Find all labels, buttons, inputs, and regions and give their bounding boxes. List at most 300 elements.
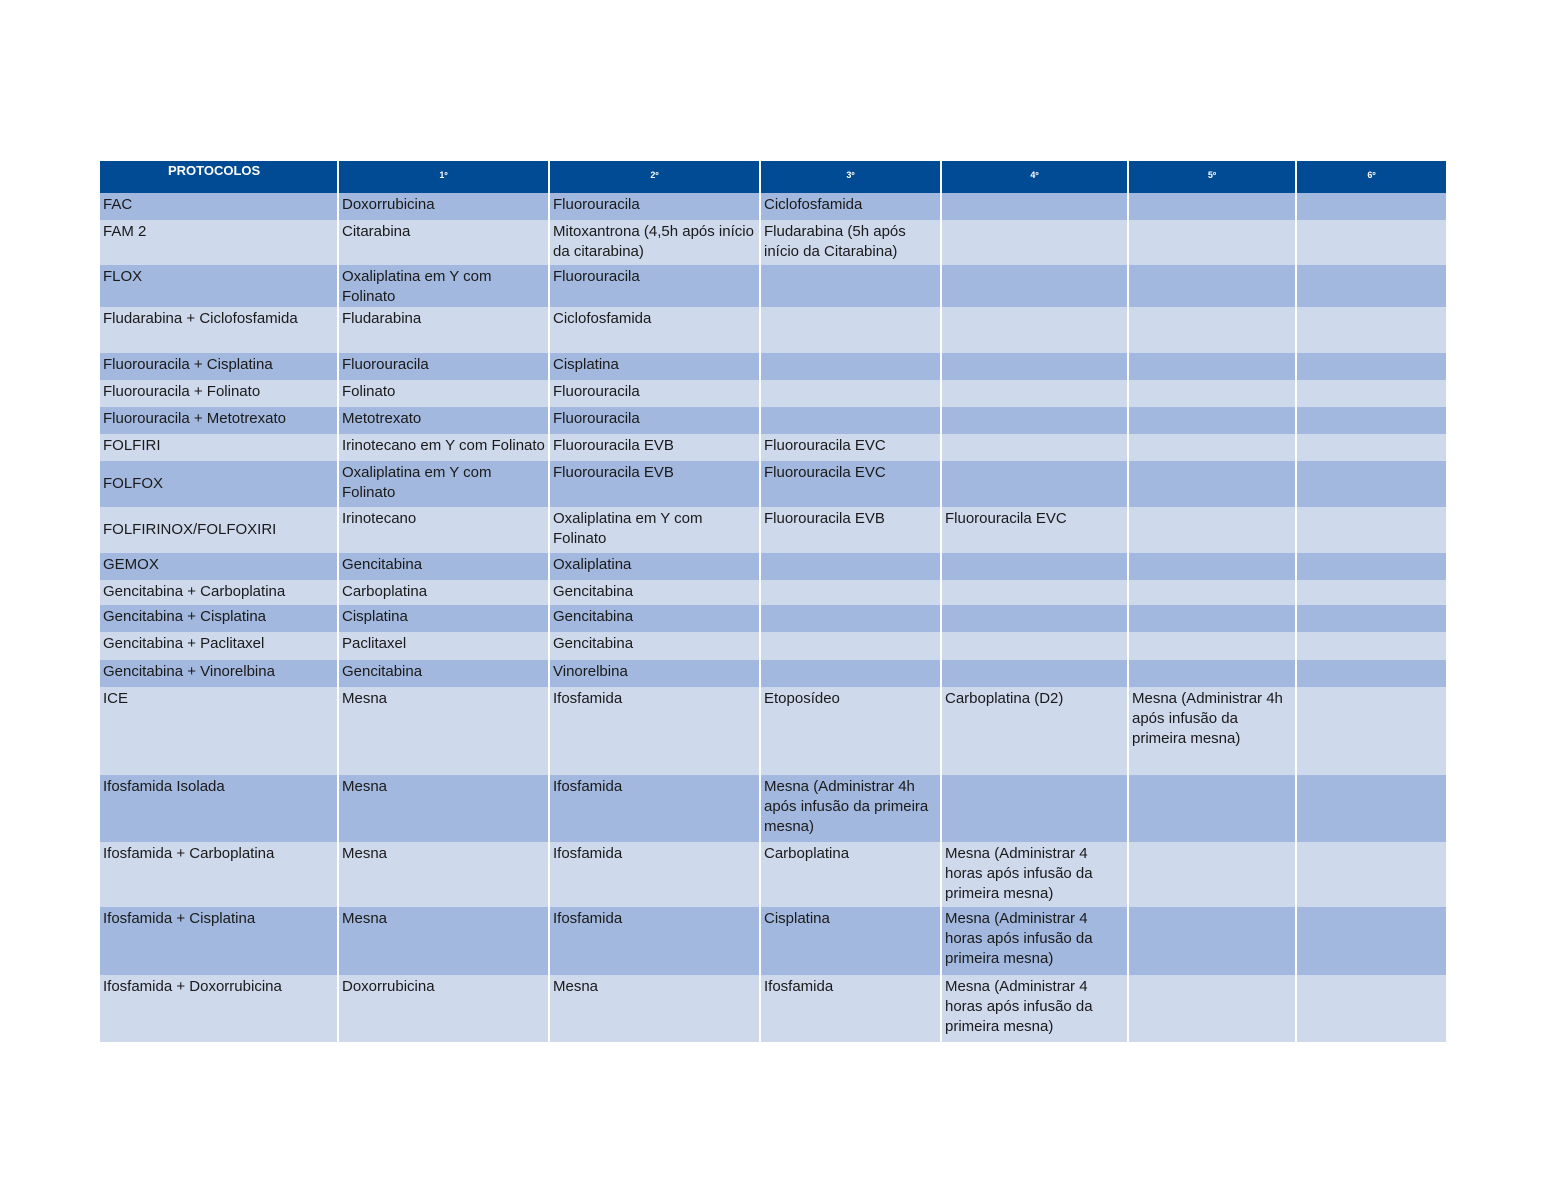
drug-name: Fluorouracila: [553, 410, 640, 427]
drug-step-cell: [760, 265, 941, 307]
drug-step-cell: [941, 907, 1128, 975]
drug-name: [761, 632, 940, 634]
header-cell-protocolos: PROTOCOLOS: [100, 161, 338, 193]
drug-step-cell: [941, 553, 1128, 580]
drug-name: Carboplatina: [342, 583, 428, 600]
drug-name: Fludarabina (5h após início da Citarabina): [764, 223, 906, 260]
drug-step-cell: [941, 975, 1128, 1042]
drug-step-cell: [338, 605, 549, 632]
drug-name: [761, 660, 940, 662]
drug-step-cell: [338, 507, 549, 553]
protocol-name-cell: [100, 580, 338, 605]
drug-step-cell: [760, 605, 941, 632]
protocol-name-cell: [100, 407, 338, 434]
drug-name: [761, 407, 940, 409]
drug-name: Mesna: [342, 910, 388, 927]
drug-name: [761, 605, 940, 607]
drug-name: Gencitabina: [553, 635, 634, 652]
drug-name: Fluorouracila EVB: [553, 437, 674, 454]
drug-name: Mesna: [342, 690, 388, 707]
drug-name: Fluorouracila EVB: [764, 510, 885, 527]
table-row: [100, 632, 1446, 660]
drug-name: Metotrexato: [342, 410, 422, 427]
drug-step-cell: [941, 605, 1128, 632]
drug-step-cell: [941, 193, 1128, 220]
drug-step-cell: [760, 687, 941, 775]
protocols-table: [100, 161, 1446, 1042]
drug-name: [1297, 407, 1446, 409]
drug-name: [1297, 434, 1446, 436]
header-cell-4: 4º: [941, 161, 1128, 193]
drug-name: Mesna: [342, 778, 388, 795]
protocol-name: FOLFIRI: [103, 437, 161, 454]
drug-step-cell: [338, 193, 549, 220]
protocol-name-cell: [100, 307, 338, 353]
drug-step-cell: [1128, 380, 1296, 407]
drug-name: Mesna (Administrar 4h após infusão da primeira mesna): [1132, 690, 1283, 747]
protocol-name: FLOX: [103, 268, 143, 285]
drug-step-cell: [338, 687, 549, 775]
drug-name: Doxorrubicina: [342, 978, 435, 995]
drug-step-cell: [941, 687, 1128, 775]
drug-step-cell: [338, 407, 549, 434]
protocol-name-cell: [100, 553, 338, 580]
drug-step-cell: [1296, 220, 1446, 265]
drug-step-cell: [338, 660, 549, 687]
drug-name: [1129, 380, 1295, 382]
drug-name: [761, 553, 940, 555]
drug-name: Fluorouracila: [553, 383, 640, 400]
drug-step-cell: [1128, 553, 1296, 580]
drug-step-cell: [941, 307, 1128, 353]
drug-step-cell: [1128, 842, 1296, 907]
drug-name: Gencitabina: [553, 583, 634, 600]
table-row: [100, 220, 1446, 265]
drug-step-cell: [760, 353, 941, 380]
drug-step-cell: [941, 842, 1128, 907]
drug-step-cell: [549, 220, 760, 265]
drug-step-cell: [941, 507, 1128, 553]
drug-step-cell: [1128, 220, 1296, 265]
drug-step-cell: [941, 353, 1128, 380]
drug-step-cell: [338, 775, 549, 842]
drug-name: [1129, 553, 1295, 555]
drug-step-cell: [338, 353, 549, 380]
drug-name: Fluorouracila: [553, 196, 640, 213]
drug-step-cell: [1296, 553, 1446, 580]
drug-name: [942, 660, 1127, 662]
protocol-name: Ifosfamida + Doxorrubicina: [103, 978, 282, 995]
drug-step-cell: [1128, 307, 1296, 353]
drug-name: [942, 353, 1127, 355]
table-row: [100, 580, 1446, 605]
drug-step-cell: [760, 907, 941, 975]
drug-step-cell: [338, 907, 549, 975]
drug-step-cell: [760, 220, 941, 265]
drug-step-cell: [1296, 507, 1446, 553]
drug-step-cell: [338, 975, 549, 1042]
drug-step-cell: [549, 687, 760, 775]
drug-name: Fluorouracila: [553, 268, 640, 285]
drug-step-cell: [549, 193, 760, 220]
drug-name: Gencitabina: [342, 556, 423, 573]
drug-name: Oxaliplatina em Y com Folinato: [342, 268, 492, 305]
drug-name: Etoposídeo: [764, 690, 840, 707]
drug-name: [1129, 775, 1295, 777]
drug-name: Gencitabina: [342, 663, 423, 680]
drug-step-cell: [338, 842, 549, 907]
protocol-name: FOLFOX: [103, 475, 164, 492]
protocol-name-cell: [100, 687, 338, 775]
drug-name: [1297, 461, 1446, 463]
drug-name: Ciclofosfamida: [764, 196, 863, 213]
drug-step-cell: [1296, 461, 1446, 507]
drug-name: [761, 380, 940, 382]
drug-name: Vinorelbina: [553, 663, 628, 680]
protocol-name-cell: [100, 265, 338, 307]
table-row: [100, 775, 1446, 842]
drug-step-cell: [941, 660, 1128, 687]
drug-name: Oxaliplatina em Y com Folinato: [553, 510, 703, 547]
drug-step-cell: [941, 265, 1128, 307]
drug-step-cell: [1128, 434, 1296, 461]
drug-step-cell: [338, 632, 549, 660]
drug-step-cell: [1296, 580, 1446, 605]
drug-name: [1129, 580, 1295, 582]
drug-step-cell: [549, 580, 760, 605]
drug-step-cell: [941, 632, 1128, 660]
protocol-name: Gencitabina + Carboplatina: [103, 583, 286, 600]
protocol-name-cell: [100, 775, 338, 842]
drug-step-cell: [760, 507, 941, 553]
drug-step-cell: [941, 461, 1128, 507]
drug-name: Fluorouracila EVC: [945, 510, 1067, 527]
drug-name: [1297, 507, 1446, 509]
table-row: [100, 553, 1446, 580]
drug-name: [1129, 407, 1295, 409]
drug-step-cell: [1128, 687, 1296, 775]
table-row: [100, 907, 1446, 975]
drug-name: [1297, 975, 1446, 977]
table-row: [100, 353, 1446, 380]
drug-step-cell: [1128, 193, 1296, 220]
drug-name: Ifosfamida: [553, 845, 623, 862]
drug-step-cell: [338, 580, 549, 605]
drug-name: [1129, 907, 1295, 909]
drug-name: [942, 193, 1127, 195]
drug-name: Ciclofosfamida: [553, 310, 652, 327]
protocol-name-cell: [100, 605, 338, 632]
protocol-name: FAM 2: [103, 223, 147, 240]
drug-step-cell: [941, 434, 1128, 461]
protocol-name: GEMOX: [103, 556, 159, 573]
drug-step-cell: [549, 461, 760, 507]
drug-step-cell: [1296, 265, 1446, 307]
table-row: [100, 975, 1446, 1042]
drug-name: [761, 353, 940, 355]
drug-step-cell: [338, 461, 549, 507]
drug-name: [1297, 842, 1446, 844]
drug-name: [761, 580, 940, 582]
drug-name: [1297, 687, 1446, 689]
drug-name: [1129, 632, 1295, 634]
drug-name: Ifosfamida: [553, 690, 623, 707]
drug-step-cell: [549, 660, 760, 687]
drug-name: Fluorouracila EVC: [764, 464, 886, 481]
drug-name: Irinotecano em Y com Folinato: [342, 437, 545, 454]
drug-name: [1297, 265, 1446, 267]
drug-name: Irinotecano: [342, 510, 417, 527]
table-row: [100, 307, 1446, 353]
drug-name: Cisplatina: [764, 910, 830, 927]
drug-name: [1297, 580, 1446, 582]
drug-name: Mesna (Administrar 4 horas após infusão da primeira mesna): [945, 845, 1093, 902]
drug-name: [1129, 434, 1295, 436]
protocol-name: FAC: [103, 196, 133, 213]
protocol-name: FOLFIRINOX/FOLFOXIRI: [103, 521, 277, 538]
drug-name: Oxaliplatina em Y com Folinato: [342, 464, 492, 501]
protocol-name: Gencitabina + Cisplatina: [103, 608, 267, 625]
drug-step-cell: [1296, 975, 1446, 1042]
drug-step-cell: [549, 265, 760, 307]
drug-step-cell: [1296, 660, 1446, 687]
table-row: [100, 434, 1446, 461]
protocol-name: Ifosfamida + Carboplatina: [103, 845, 275, 862]
protocol-name: Fluorouracila + Cisplatina: [103, 356, 273, 373]
drug-name: Cisplatina: [553, 356, 619, 373]
protocol-name-cell: [100, 507, 338, 553]
drug-step-cell: [1296, 605, 1446, 632]
drug-name: [942, 553, 1127, 555]
drug-step-cell: [549, 605, 760, 632]
drug-name: [1297, 380, 1446, 382]
protocol-name-cell: [100, 461, 338, 507]
protocol-name-cell: [100, 353, 338, 380]
protocol-name: ICE: [103, 690, 129, 707]
drug-step-cell: [549, 434, 760, 461]
drug-name: [1129, 353, 1295, 355]
drug-name: Carboplatina (D2): [945, 690, 1064, 707]
drug-name: [1297, 660, 1446, 662]
drug-name: Mesna: [553, 978, 599, 995]
protocol-name-cell: [100, 907, 338, 975]
drug-name: [1297, 307, 1446, 309]
drug-name: Ifosfamida: [553, 778, 623, 795]
drug-name: Mesna (Administrar 4h após infusão da primeira mesna): [764, 778, 929, 835]
drug-step-cell: [1128, 660, 1296, 687]
drug-name: Fluorouracila EVC: [764, 437, 886, 454]
table-row: [100, 193, 1446, 220]
table-row: [100, 461, 1446, 507]
drug-name: Mesna: [342, 845, 388, 862]
drug-name: Folinato: [342, 383, 396, 400]
drug-name: Mitoxantrona (4,5h após início da citarabina): [553, 223, 754, 260]
protocol-name-cell: [100, 632, 338, 660]
drug-name: [1129, 220, 1295, 222]
drug-step-cell: [760, 975, 941, 1042]
protocol-name-cell: [100, 434, 338, 461]
drug-step-cell: [1128, 632, 1296, 660]
drug-step-cell: [1128, 407, 1296, 434]
drug-step-cell: [941, 775, 1128, 842]
header-row: [100, 161, 1446, 193]
drug-name: [942, 220, 1127, 222]
drug-step-cell: [760, 434, 941, 461]
drug-step-cell: [1128, 265, 1296, 307]
header-cell-5: 5º: [1128, 161, 1296, 193]
drug-step-cell: [1296, 193, 1446, 220]
table-row: [100, 842, 1446, 907]
drug-step-cell: [760, 380, 941, 407]
drug-name: [942, 380, 1127, 382]
protocol-name-cell: [100, 193, 338, 220]
drug-step-cell: [549, 353, 760, 380]
drug-step-cell: [1128, 975, 1296, 1042]
drug-step-cell: [549, 407, 760, 434]
protocol-name: Fluorouracila + Metotrexato: [103, 410, 287, 427]
drug-step-cell: [1128, 775, 1296, 842]
drug-step-cell: [338, 380, 549, 407]
drug-step-cell: [1296, 407, 1446, 434]
drug-step-cell: [549, 975, 760, 1042]
drug-step-cell: [1296, 353, 1446, 380]
header-cell-6: 6º: [1296, 161, 1446, 193]
table-row: [100, 660, 1446, 687]
drug-name: [1129, 307, 1295, 309]
drug-name: [942, 434, 1127, 436]
drug-step-cell: [338, 553, 549, 580]
drug-step-cell: [760, 461, 941, 507]
drug-step-cell: [941, 407, 1128, 434]
drug-name: Paclitaxel: [342, 635, 407, 652]
drug-step-cell: [941, 380, 1128, 407]
drug-name: [942, 307, 1127, 309]
table-row: [100, 407, 1446, 434]
protocol-name-cell: [100, 660, 338, 687]
drug-name: [1297, 775, 1446, 777]
protocol-name-cell: [100, 220, 338, 265]
drug-step-cell: [1128, 907, 1296, 975]
drug-name: [942, 461, 1127, 463]
drug-name: Fluorouracila EVB: [553, 464, 674, 481]
drug-step-cell: [549, 632, 760, 660]
drug-name: [1297, 353, 1446, 355]
drug-step-cell: [1128, 353, 1296, 380]
drug-name: [942, 605, 1127, 607]
drug-name: [942, 580, 1127, 582]
drug-name: Ifosfamida: [553, 910, 623, 927]
drug-name: [942, 632, 1127, 634]
drug-step-cell: [1296, 632, 1446, 660]
drug-name: Cisplatina: [342, 608, 408, 625]
drug-step-cell: [760, 660, 941, 687]
drug-step-cell: [549, 775, 760, 842]
drug-step-cell: [941, 220, 1128, 265]
table-body: [100, 193, 1446, 1042]
drug-step-cell: [760, 553, 941, 580]
drug-step-cell: [760, 580, 941, 605]
drug-step-cell: [1128, 461, 1296, 507]
protocol-name-cell: [100, 842, 338, 907]
protocol-name: Gencitabina + Paclitaxel: [103, 635, 265, 652]
drug-step-cell: [760, 632, 941, 660]
table-row: [100, 605, 1446, 632]
drug-name: [1129, 660, 1295, 662]
protocol-name: Ifosfamida Isolada: [103, 778, 225, 795]
table-row: [100, 265, 1446, 307]
drug-name: Fluorouracila: [342, 356, 429, 373]
drug-name: [761, 307, 940, 309]
protocol-name: Fludarabina + Ciclofosfamida: [103, 310, 298, 327]
table-row: [100, 507, 1446, 553]
drug-name: [942, 775, 1127, 777]
drug-step-cell: [1296, 775, 1446, 842]
drug-name: Oxaliplatina: [553, 556, 632, 573]
drug-name: [1297, 553, 1446, 555]
drug-name: [1129, 265, 1295, 267]
drug-step-cell: [1128, 580, 1296, 605]
drug-name: [1129, 193, 1295, 195]
drug-name: Mesna (Administrar 4 horas após infusão da primeira mesna): [945, 910, 1093, 967]
drug-name: Doxorrubicina: [342, 196, 435, 213]
drug-name: [942, 265, 1127, 267]
drug-name: [1129, 975, 1295, 977]
drug-step-cell: [1128, 605, 1296, 632]
header-cell-1: 1º: [338, 161, 549, 193]
protocol-name-cell: [100, 380, 338, 407]
drug-step-cell: [1296, 307, 1446, 353]
drug-name: [1129, 507, 1295, 509]
drug-step-cell: [338, 434, 549, 461]
drug-step-cell: [760, 407, 941, 434]
drug-step-cell: [760, 307, 941, 353]
drug-name: [1297, 907, 1446, 909]
drug-step-cell: [338, 265, 549, 307]
drug-name: Carboplatina: [764, 845, 850, 862]
drug-step-cell: [941, 580, 1128, 605]
drug-name: Gencitabina: [553, 608, 634, 625]
drug-step-cell: [760, 193, 941, 220]
table-row: [100, 380, 1446, 407]
drug-step-cell: [760, 842, 941, 907]
protocol-name: Gencitabina + Vinorelbina: [103, 663, 275, 680]
drug-name: [1297, 605, 1446, 607]
drug-name: [1297, 632, 1446, 634]
drug-name: [1297, 193, 1446, 195]
protocol-name: Fluorouracila + Folinato: [103, 383, 261, 400]
drug-name: Fludarabina: [342, 310, 422, 327]
drug-step-cell: [549, 907, 760, 975]
drug-name: Ifosfamida: [764, 978, 834, 995]
protocol-name: Ifosfamida + Cisplatina: [103, 910, 256, 927]
drug-step-cell: [1296, 842, 1446, 907]
drug-name: [942, 407, 1127, 409]
drug-step-cell: [338, 220, 549, 265]
drug-name: Mesna (Administrar 4 horas após infusão da primeira mesna): [945, 978, 1093, 1035]
table-row: [100, 687, 1446, 775]
drug-step-cell: [1296, 380, 1446, 407]
drug-step-cell: [760, 775, 941, 842]
drug-step-cell: [1296, 687, 1446, 775]
protocol-name-cell: [100, 975, 338, 1042]
drug-step-cell: [1128, 507, 1296, 553]
header-cell-2: 2º: [549, 161, 760, 193]
drug-step-cell: [1296, 907, 1446, 975]
drug-step-cell: [338, 307, 549, 353]
drug-step-cell: [549, 307, 760, 353]
drug-name: [761, 265, 940, 267]
drug-name: [1297, 220, 1446, 222]
